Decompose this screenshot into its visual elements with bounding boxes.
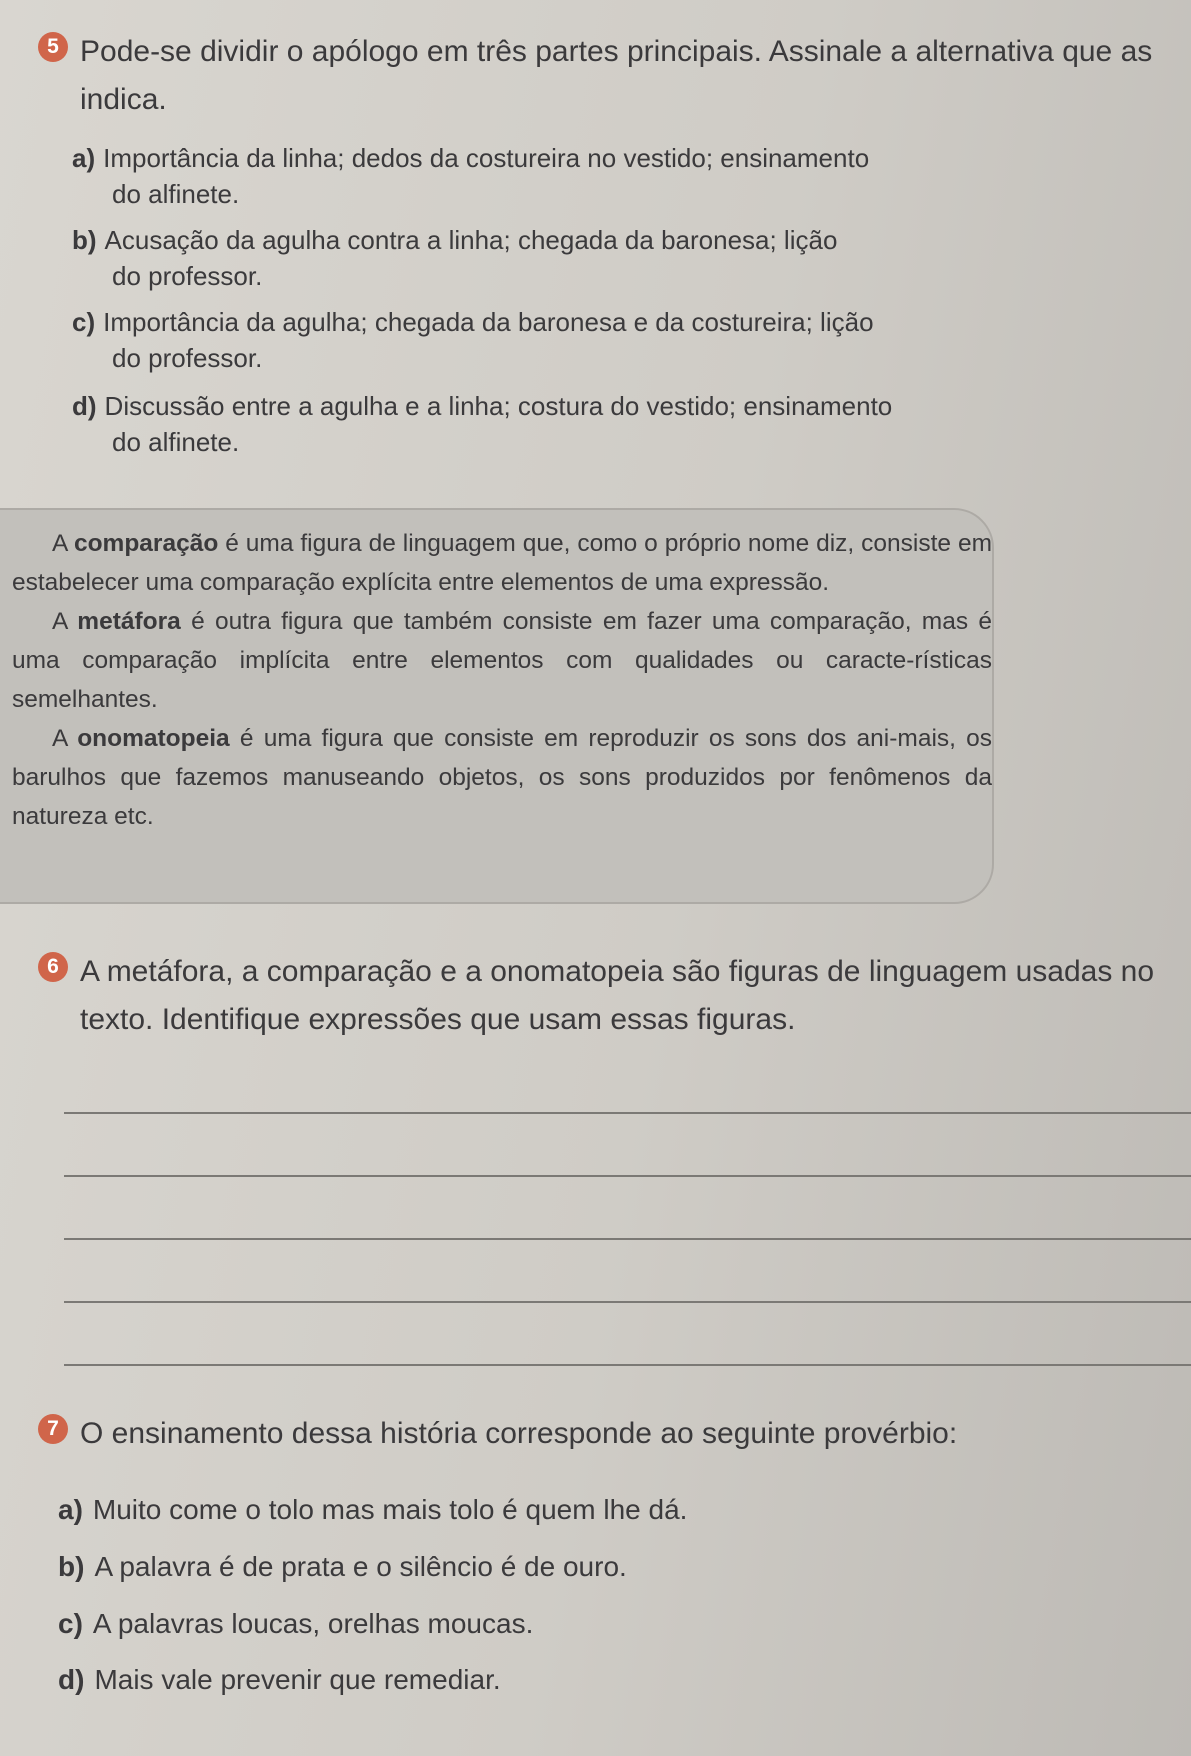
definition-metafora [12,602,992,719]
answer-line[interactable] [64,1301,1191,1303]
q5-option-b[interactable] [72,222,1122,294]
option-text-continued: do alfinete. [112,179,240,209]
definition-comparacao [12,524,992,602]
option-text: Discussão entre a agulha e a linha; costura do vestido; ensinamento [104,391,893,421]
option-letter: b) [72,225,97,255]
question-6 [38,948,1160,1044]
definition-body: é uma figura de linguagem que, como o próprio nome diz, consiste em estabelecer uma comparação explícita entre elementos de uma expressão. [12,530,993,596]
question-prompt: O ensinamento dessa história corresponde ao seguinte provérbio: [80,1417,958,1450]
question-number-badge: 6 [38,952,68,982]
option-text: A palavra é de prata e o silêncio é de ouro. [94,1551,627,1582]
q7-option-d[interactable] [58,1660,501,1700]
definition-box [0,508,994,904]
option-text: Muito come o tolo mas mais tolo é quem lhe dá. [92,1494,688,1525]
question-7 [38,1410,1160,1458]
option-text: Mais vale prevenir que remediar. [94,1664,501,1695]
text-prefix: A [52,608,67,635]
option-letter: c) [72,307,96,337]
option-text-continued: do professor. [112,343,263,373]
option-letter: b) [58,1551,85,1582]
term-comparacao: comparação [73,530,219,557]
option-text: A palavras loucas, orelhas moucas. [92,1608,534,1639]
answer-line[interactable] [64,1238,1191,1240]
q5-option-c[interactable] [72,304,1122,376]
option-text-continued: do professor. [112,261,263,291]
option-letter: a) [58,1494,83,1525]
option-text: Importância da agulha; chegada da baronesa e da costureira; lição [103,307,874,337]
option-letter: d) [72,391,97,421]
definition-body: é outra figura que também consiste em fazer uma comparação, mas é uma comparação implícita entre elementos com qualidades ou caracte-rísticas semelhantes. [12,608,992,713]
answer-line[interactable] [64,1364,1191,1366]
text-prefix: A [52,725,67,752]
q7-option-c[interactable] [58,1604,533,1644]
q7-option-b[interactable] [58,1547,627,1587]
option-letter: c) [58,1608,83,1639]
option-text: Acusação da agulha contra a linha; chegada da baronesa; lição [104,225,838,255]
question-5 [38,28,1160,124]
definition-onomatopeia [12,719,992,836]
term-onomatopeia: onomatopeia [77,725,230,752]
definition-body: é uma figura que consiste em reproduzir os sons dos ani-mais, os barulhos que fazemos manuseando objetos, os sons produzidos por fenômenos da natureza etc. [12,725,993,830]
q5-option-a[interactable] [72,140,1122,212]
question-number-badge: 7 [38,1414,68,1444]
q7-option-a[interactable] [58,1490,687,1530]
answer-line[interactable] [64,1112,1191,1114]
term-metafora: metáfora [77,608,181,635]
question-prompt: Pode-se dividir o apólogo em três partes principais. Assinale a alternativa que as indica. [80,35,1153,116]
question-number-badge: 5 [38,32,68,62]
option-letter: a) [72,143,96,173]
option-text: Importância da linha; dedos da costureira no vestido; ensinamento [103,143,870,173]
q5-option-d[interactable] [72,388,1122,460]
question-prompt: A metáfora, a comparação e a onomatopeia são figuras de linguagem usadas no texto. Identifique expressões que usam essas figuras. [80,955,1155,1036]
option-text-continued: do alfinete. [112,427,240,457]
text-prefix: A [52,530,67,557]
option-letter: d) [58,1664,85,1695]
definition-text [12,524,992,836]
answer-line[interactable] [64,1175,1191,1177]
